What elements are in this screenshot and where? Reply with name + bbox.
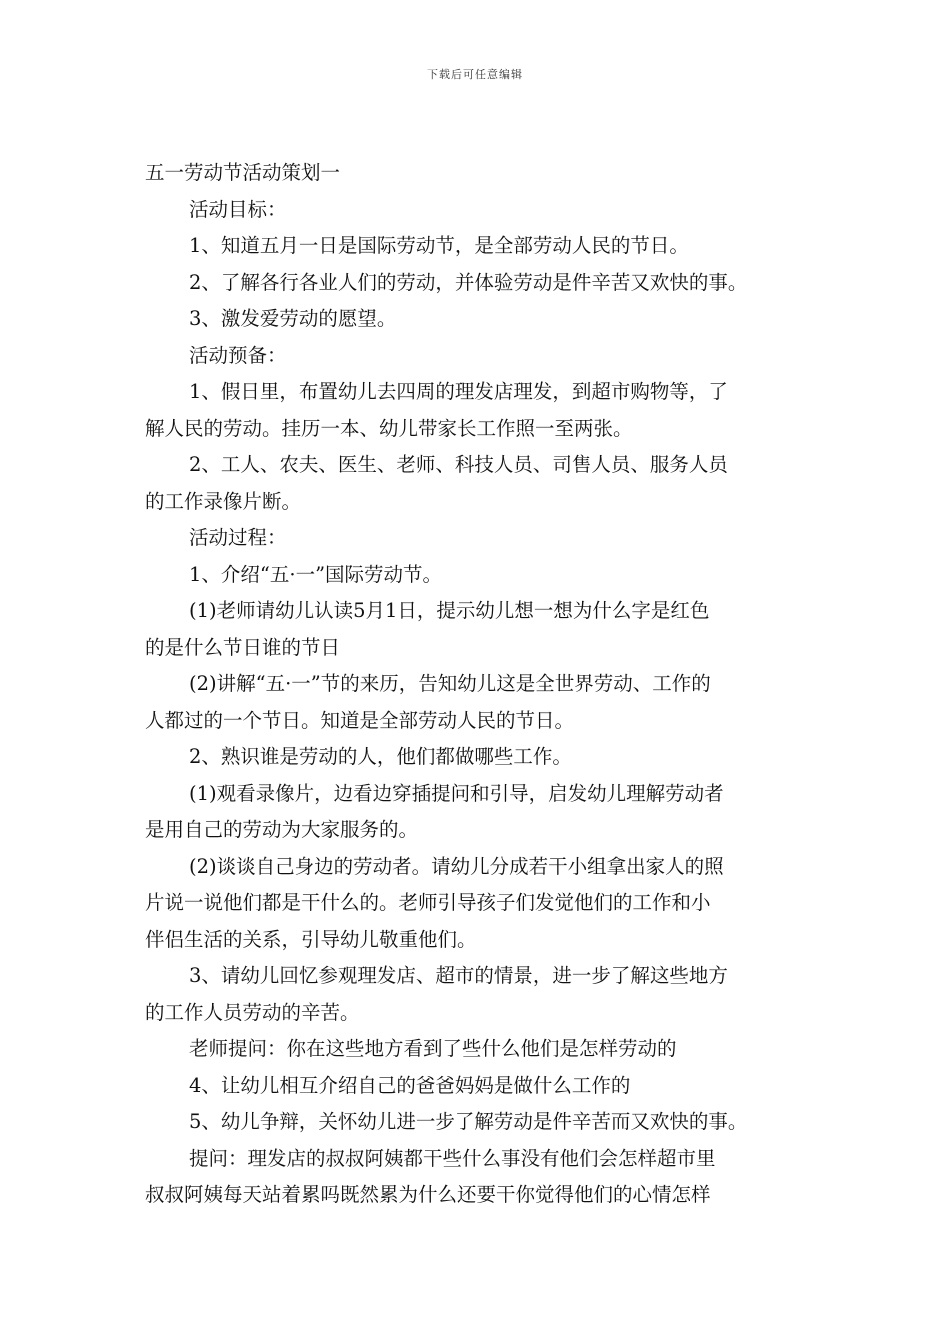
text-line: 5、幼儿争辩，关怀幼儿进一步了解劳动是件辛苦而又欢快的事。 (189, 1110, 748, 1133)
text-line: 活动过程： (189, 526, 287, 549)
text-line: 4、让幼儿相互介绍自己的爸爸妈妈是做什么工作的 (189, 1073, 631, 1097)
text-line: (2)讲解“五·一”节的来历，告知幼儿这是全世界劳动、工作的 (189, 672, 711, 695)
text-line: 是用自己的劳动为大家服务的。 (145, 818, 419, 841)
text-line: 2、了解各行各业人们的劳动，并体验劳动是件辛苦又欢快的事。 (189, 270, 748, 294)
text-line: 活动预备： (189, 343, 287, 367)
text-line: 1、介绍“五·一”国际劳动节。 (189, 562, 443, 586)
text-line: 1、知道五月一日是国际劳动节，是全部劳动人民的节日。 (189, 234, 689, 257)
text-line: 提问：理发店的叔叔阿姨都干些什么事没有他们会怎样超市里 (189, 1146, 716, 1170)
text-line: 片说一说他们都是干什么的。老师引导孩子们发觉他们的工作和小 (145, 891, 711, 914)
text-line: 的是什么节日谁的节日 (145, 635, 341, 659)
text-line: 老师提问：你在这些地方看到了些什么他们是怎样劳动的 (189, 1037, 677, 1060)
text-line: 解人民的劳动。挂历一本、幼儿带家长工作照一至两张。 (145, 416, 633, 440)
text-line: 伴侣生活的关系，引导幼儿敬重他们。 (145, 927, 477, 951)
text-line: (1)老师请幼儿认读5月1日，提示幼儿想一想为什么字是红色 (189, 599, 710, 622)
text-line: 叔叔阿姨每天站着累吗既然累为什么还要干你觉得他们的心情怎样 (145, 1183, 711, 1206)
text-line: 人都过的一个节日。知道是全部劳动人民的节日。 (145, 708, 575, 732)
text-line: 2、工人、农夫、医生、老师、科技人员、司售人员、服务人员 (189, 453, 728, 476)
text-line: 活动目标： (189, 197, 287, 221)
text-line: 的工作录像片断。 (145, 489, 302, 513)
text-line: 3、激发爱劳动的愿望。 (189, 307, 397, 330)
header-note: 下载后可任意编辑 (427, 68, 523, 81)
text-line: 的工作人员劳动的辛苦。 (145, 1000, 360, 1024)
document-title: 五一劳动节活动策划一 (145, 161, 341, 184)
text-line: (1)观看录像片，边看边穿插提问和引导，启发幼儿理解劳动者 (189, 781, 724, 805)
text-line: 3、请幼儿回忆参观理发店、超市的情景，进一步了解这些地方 (189, 964, 728, 987)
text-line: 1、假日里，布置幼儿去四周的理发店理发，到超市购物等，了 (189, 380, 728, 403)
document-body (145, 155, 820, 1214)
text-line: 2、熟识谁是劳动的人，他们都做哪些工作。 (189, 745, 572, 768)
text-line: (2)谈谈自己身边的劳动者。请幼儿分成若干小组拿出家人的照 (189, 854, 724, 878)
